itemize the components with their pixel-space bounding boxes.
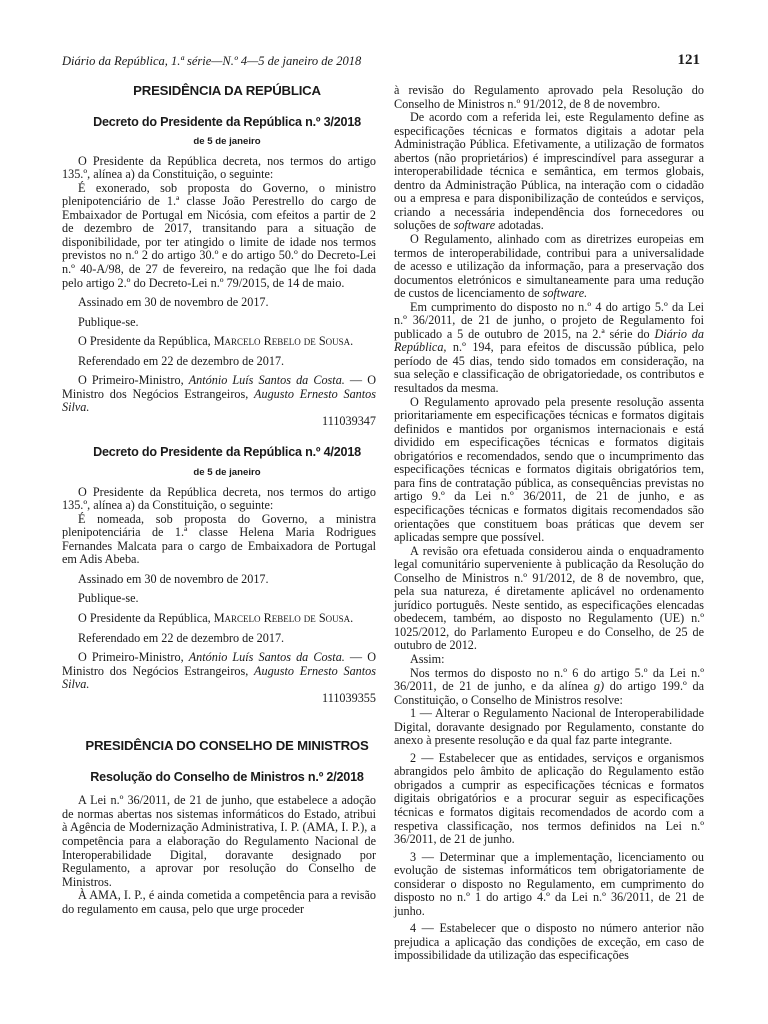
resolution-item-4: 4 — Estabelecer que o disposto no número anterior não prejudica a aplicação das condições de exceção, em caso de impossibilidade da utilização das especificações <box>394 921 704 963</box>
resolution-title: Resolução do Conselho de Ministros n.º 2/2018 <box>90 769 364 784</box>
resolution-paragraph-1: A Lei n.º 36/2011, de 21 de junho, que estabelece a adoção de normas abertas nos sistemas informáticos do Estado, atribui à Agência de Modernização Administrativa, I. P. (AMA, I. P.), a competência para a elaboração do Regulamento Nacional de Interoperabilidade Digital, doravante designado por Regulamento, a aprovar por resolução do Conselho de Ministros. <box>62 793 376 889</box>
resolution-item-2: 2 — Estabelecer que as entidades, serviços e organismos abrangidos pelo âmbito de aplicação do Regulamento estão obrigados a cumprir as especificações técnicas e formatos digitais obrigatórios e a procurar seguir as especificações técnicas e formatos digitais recomendados de acordo com a respetiva classificação, nos termos definidos na Lei n.º 36/2011, de 21 de junho. <box>394 750 704 847</box>
decree-3-code: 111039347 <box>322 413 376 428</box>
decree-4-intro: O Presidente da República decreta, nos termos do artigo 135.º, alínea a) da Constituição, o seguinte: <box>62 484 376 513</box>
right-paragraph-1: De acordo com a referida lei, este Regulamento define as especificações técnicas e formatos digitais a adotar pela Administração Pública. Efetivamente, a utilização de formatos abertos (não proprietários) é imprescindível para assegurar a interoperabilidade técnica e semântica, em termos globais, dentro da Administração Pública, na interação com o cidadão ou a empresa e para disponibilização de conteúdos e serviços, criando a necessária independência dos fornecedores ou soluções de software adotadas. <box>394 110 704 233</box>
resolution-paragraph-2: À AMA, I. P., é ainda cometida a competência para a revisão do regulamento em causa, pelo que urge proceder <box>62 888 376 916</box>
decree-3-ministers: O Primeiro-Ministro, António Luís Santos da Costa. — O Ministro dos Negócios Estrangeiros, Augusto Ernesto Santos Silva. <box>62 373 377 415</box>
decree-4-title: Decreto do Presidente da República n.º 4/2018 <box>93 445 361 460</box>
decree-3-president: O Presidente da República, Marcelo Rebelo de Sousa. <box>78 334 354 349</box>
decree-3-referendum: Referendado em 22 de dezembro de 2017. <box>78 353 285 368</box>
right-paragraph-0: à revisão do Regulamento aprovado pela Resolução do Conselho de Ministros n.º 91/2012, de 8 de novembro. <box>394 83 704 111</box>
journal-title: Diário da República, 1.ª série—N.º 4—5 de janeiro de 2018 <box>62 54 362 68</box>
decree-3-title: Decreto do Presidente da República n.º 3/2018 <box>93 114 361 129</box>
right-paragraph-assim: Assim: <box>410 651 445 666</box>
decree-4-referendum: Referendado em 22 de dezembro de 2017. <box>78 630 285 645</box>
decree-4-code: 111039355 <box>322 690 376 705</box>
page-header <box>62 52 702 72</box>
page-number: 121 <box>677 52 700 68</box>
decree-3-date: de 5 de janeiro <box>193 136 261 148</box>
left-column <box>62 84 376 916</box>
section-heading-conselho: PRESIDÊNCIA DO CONSELHO DE MINISTROS <box>85 738 369 754</box>
right-paragraph-3: Em cumprimento do disposto no n.º 4 do artigo 5.º da Lei n.º 36/2011, de 21 de junho, o projeto de Regulamento foi publicado a 5 de outubro de 2015, na 2.ª série do Diário da República, n.º 194, para efeitos de discussão pública, pelo período de 45 dias, tendo sido tomados em consideração, na sua seleção e classificação de obrigatoriedade, os contributos e resultados da mesma. <box>394 299 704 396</box>
decree-3-publish: Publique-se. <box>78 314 139 329</box>
resolution-item-1: 1 — Alterar o Regulamento Nacional de Interoperabilidade Digital, doravante designado por Regulamento, constante do anexo à presente resolução e da qual faz parte integrante. <box>394 706 704 748</box>
decree-4-date: de 5 de janeiro <box>193 467 261 479</box>
decree-4-body: É nomeada, sob proposta do Governo, a ministra plenipotenciária de 1.ª classe Helena Maria Rodrigues Fernandes Malcata para o cargo de Embaixadora de Portugal em Adis Abeba. <box>62 511 376 567</box>
resolution-item-3: 3 — Determinar que a implementação, licenciamento ou evolução de sistemas informáticos tem obrigatoriamente de considerar o disposto no Regulamento, em cumprimento do disposto no n.º 1 do artigo 4.º da Lei n.º 36/2011, de 21 de junho. <box>394 849 704 918</box>
right-paragraph-4: O Regulamento aprovado pela presente resolução assenta prioritariamente em especificações técnicas e formatos digitais definidos e mantidos por organismos internacionais e está dividido em especificações técnicas e formatos digitais obrigatórios e recomendados, sendo que o incumprimento das especificações técnicas e formatos digitais obrigatórios tem, para fins de contratação pública, as consequências previstas no artigo 9.º da Lei n.º 36/2011, de 21 de junho, e as especificações técnicas e formatos digitais recomendados são orientações que constituem boas práticas que devem ser aplicadas sempre que possível. <box>394 394 704 545</box>
decree-4-ministers: O Primeiro-Ministro, António Luís Santos da Costa. — O Ministro dos Negócios Estrangeiros, Augusto Ernesto Santos Silva. <box>62 650 377 692</box>
decree-4-publish: Publique-se. <box>78 591 139 606</box>
decree-3-intro: O Presidente da República decreta, nos termos do artigo 135.º, alínea a) da Constituição, o seguinte: <box>62 153 376 182</box>
section-heading-presidencia: PRESIDÊNCIA DA REPÚBLICA <box>133 83 321 98</box>
right-paragraph-7: Nos termos do disposto no n.º 6 do artigo 5.º da Lei n.º 36/2011, de 21 de junho, e da alínea g) do artigo 199.º da Constituição, o Conselho de Ministros resolve: <box>394 665 704 707</box>
right-paragraph-5: A revisão ora efetuada considerou ainda o enquadramento legal comunitário superveniente à publicação da Resolução do Conselho de Ministros n.º 91/2012, de 8 de novembro, que, pela sua natureza, é diretamente aplicável no ordenamento jurídico português. Neste sentido, as especificações elencadas obedecem, também, ao disposto no Regulamento (UE) n.º 1025/2012, do Parlamento Europeu e do Conselho, de 25 de outubro de 2012. <box>394 543 704 653</box>
decree-4-president: O Presidente da República, Marcelo Rebelo de Sousa. <box>78 610 354 625</box>
right-column <box>394 84 704 963</box>
decree-3-signed: Assinado em 30 de novembro de 2017. <box>78 295 269 310</box>
right-paragraph-2: O Regulamento, alinhado com as diretrizes europeias em termos de interoperabilidade, contribui para a universalidade de acesso e utilização da informação, para a preservação dos documentos eletrónicos e simultaneamente para uma redução de custos de licenciamento de software. <box>394 232 704 301</box>
decree-4-signed: Assinado em 30 de novembro de 2017. <box>78 571 269 586</box>
decree-3-body: É exonerado, sob proposta do Governo, o ministro plenipotenciário de 1.ª classe João Perestrello do cargo de Embaixador de Portugal em Nicósia, com efeitos a partir de 2 de dezembro de 2017, transitando para a situação de disponibilidade, por ter atingido o limite de idade nos termos previstos no n.º 2 do artigo 30.º e do artigo 50.º do Decreto-Lei n.º 40-A/98, de 27 de fevereiro, na redação que lhe foi dada pelo artigo 2.º do Decreto-Lei n.º 79/2015, de 14 de maio. <box>62 180 376 290</box>
